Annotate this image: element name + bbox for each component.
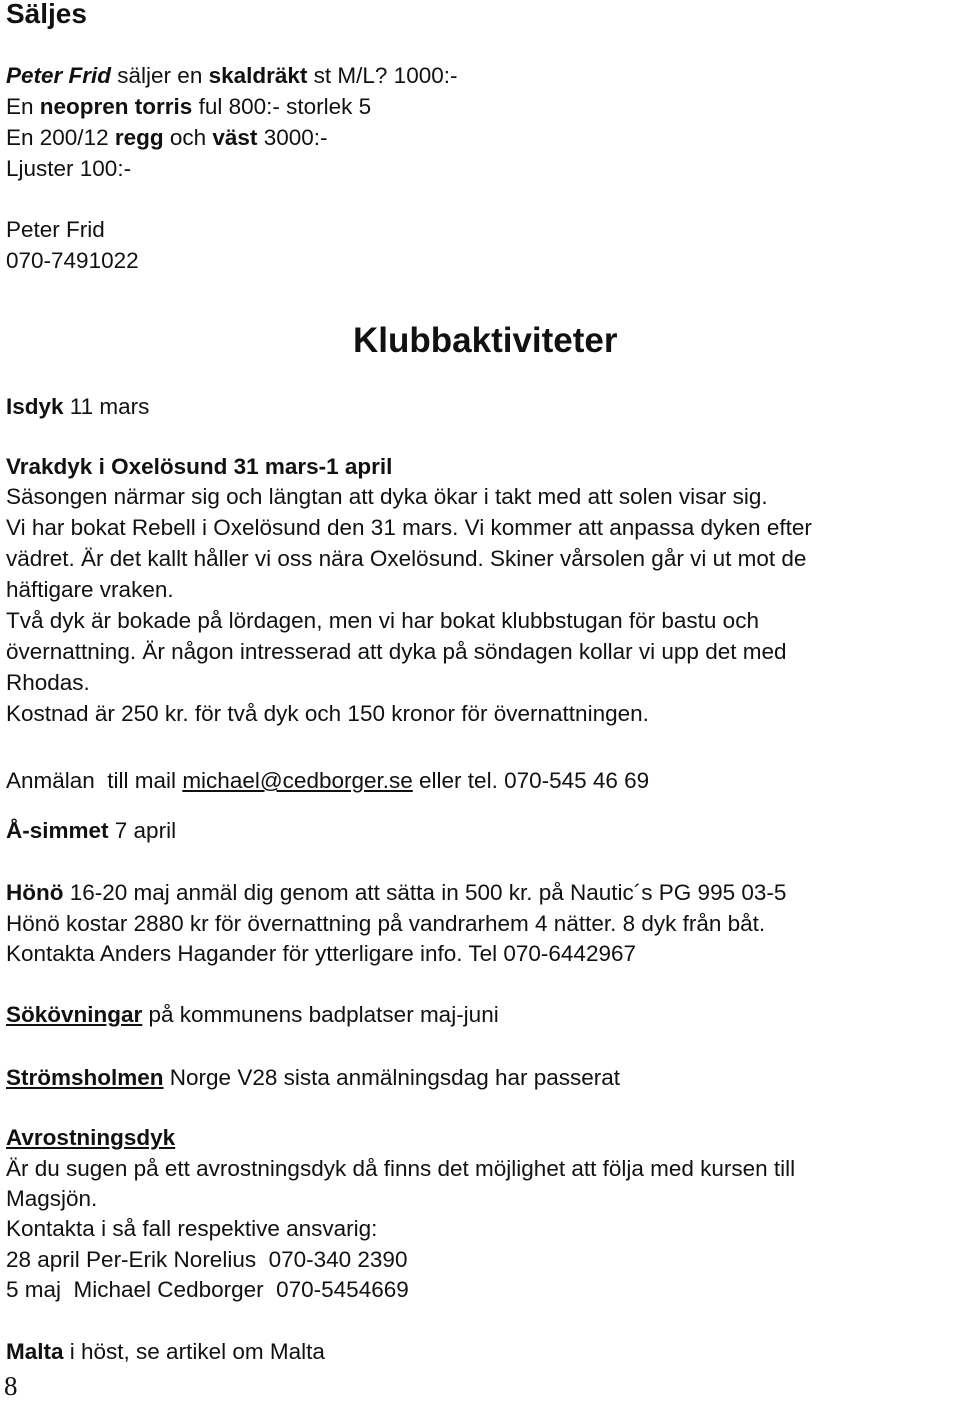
vrakdyk-line: häftigare vraken.: [6, 577, 174, 602]
sale-line-2: En neopren torris ful 800:- storlek 5: [6, 94, 372, 119]
sale-line-4: Ljuster 100:-: [6, 156, 132, 181]
malta-line: Malta i höst, se artikel om Malta: [6, 1339, 325, 1364]
hono-line-2: Hönö kostar 2880 kr för övernattning på vandrarhem 4 nätter. 8 dyk från båt.: [6, 911, 766, 936]
vrakdyk-line: Kostnad är 250 kr. för två dyk och 150 kronor för övernattningen.: [6, 701, 649, 726]
heading-saljes: Säljes: [6, 0, 87, 29]
hono-line-1: Hönö 16-20 maj anmäl dig genom att sätta in 500 kr. på Nautic´s PG 995 03-5: [6, 880, 787, 905]
stromsholmen-line: Strömsholmen Norge V28 sista anmälningsdag har passerat: [6, 1065, 621, 1090]
avrostning-line: Är du sugen på ett avrostningsdyk då finns det möjlighet att följa med kursen till: [6, 1156, 796, 1181]
asimmet-line: Å-simmet 7 april: [6, 818, 177, 843]
anmalan-line: Anmälan till mail michael@cedborger.se eller tel. 070-545 46 69: [6, 768, 650, 793]
vrakdyk-title: Vrakdyk i Oxelösund 31 mars-1 april: [6, 454, 393, 479]
avrostning-line: 5 maj Michael Cedborger 070-5454669: [6, 1277, 409, 1302]
avrostning-title: Avrostningsdyk: [6, 1125, 176, 1150]
vrakdyk-line: Säsongen närmar sig och längtan att dyka ökar i takt med att solen visar sig.: [6, 484, 768, 509]
vrakdyk-line: Vi har bokat Rebell i Oxelösund den 31 mars. Vi kommer att anpassa dyken efter: [6, 515, 812, 540]
avrostning-line: 28 april Per-Erik Norelius 070-340 2390: [6, 1247, 408, 1272]
avrostning-line: Kontakta i så fall respektive ansvarig:: [6, 1216, 378, 1241]
isdyk-line: Isdyk 11 mars: [6, 394, 150, 419]
hono-line-3: Kontakta Anders Hagander för ytterligare info. Tel 070-6442967: [6, 941, 636, 966]
page-number: 8: [4, 1371, 18, 1401]
vrakdyk-line: Rhodas.: [6, 670, 90, 695]
heading-klubbaktiviteter: Klubbaktiviteter: [353, 321, 618, 360]
seller-name: Peter Frid: [6, 63, 112, 88]
contact-name: Peter Frid: [6, 217, 105, 242]
vrakdyk-line: Två dyk är bokade på lördagen, men vi har bokat klubbstugan för bastu och: [6, 608, 759, 633]
email-link[interactable]: michael@cedborger.se: [182, 768, 413, 793]
sale-line-3: En 200/12 regg och väst 3000:-: [6, 125, 328, 150]
contact-phone: 070-7491022: [6, 248, 139, 273]
avrostning-line: Magsjön.: [6, 1186, 98, 1211]
vrakdyk-line: övernattning. Är någon intresserad att dyka på söndagen kollar vi upp det med: [6, 639, 787, 664]
sale-line-1: Peter Frid säljer en skaldräkt st M/L? 1000:-: [6, 63, 458, 88]
sokovningar-line: Sökövningar på kommunens badplatser maj-juni: [6, 1002, 499, 1027]
vrakdyk-line: vädret. Är det kallt håller vi oss nära Oxelösund. Skiner vårsolen går vi ut mot de: [6, 546, 807, 571]
